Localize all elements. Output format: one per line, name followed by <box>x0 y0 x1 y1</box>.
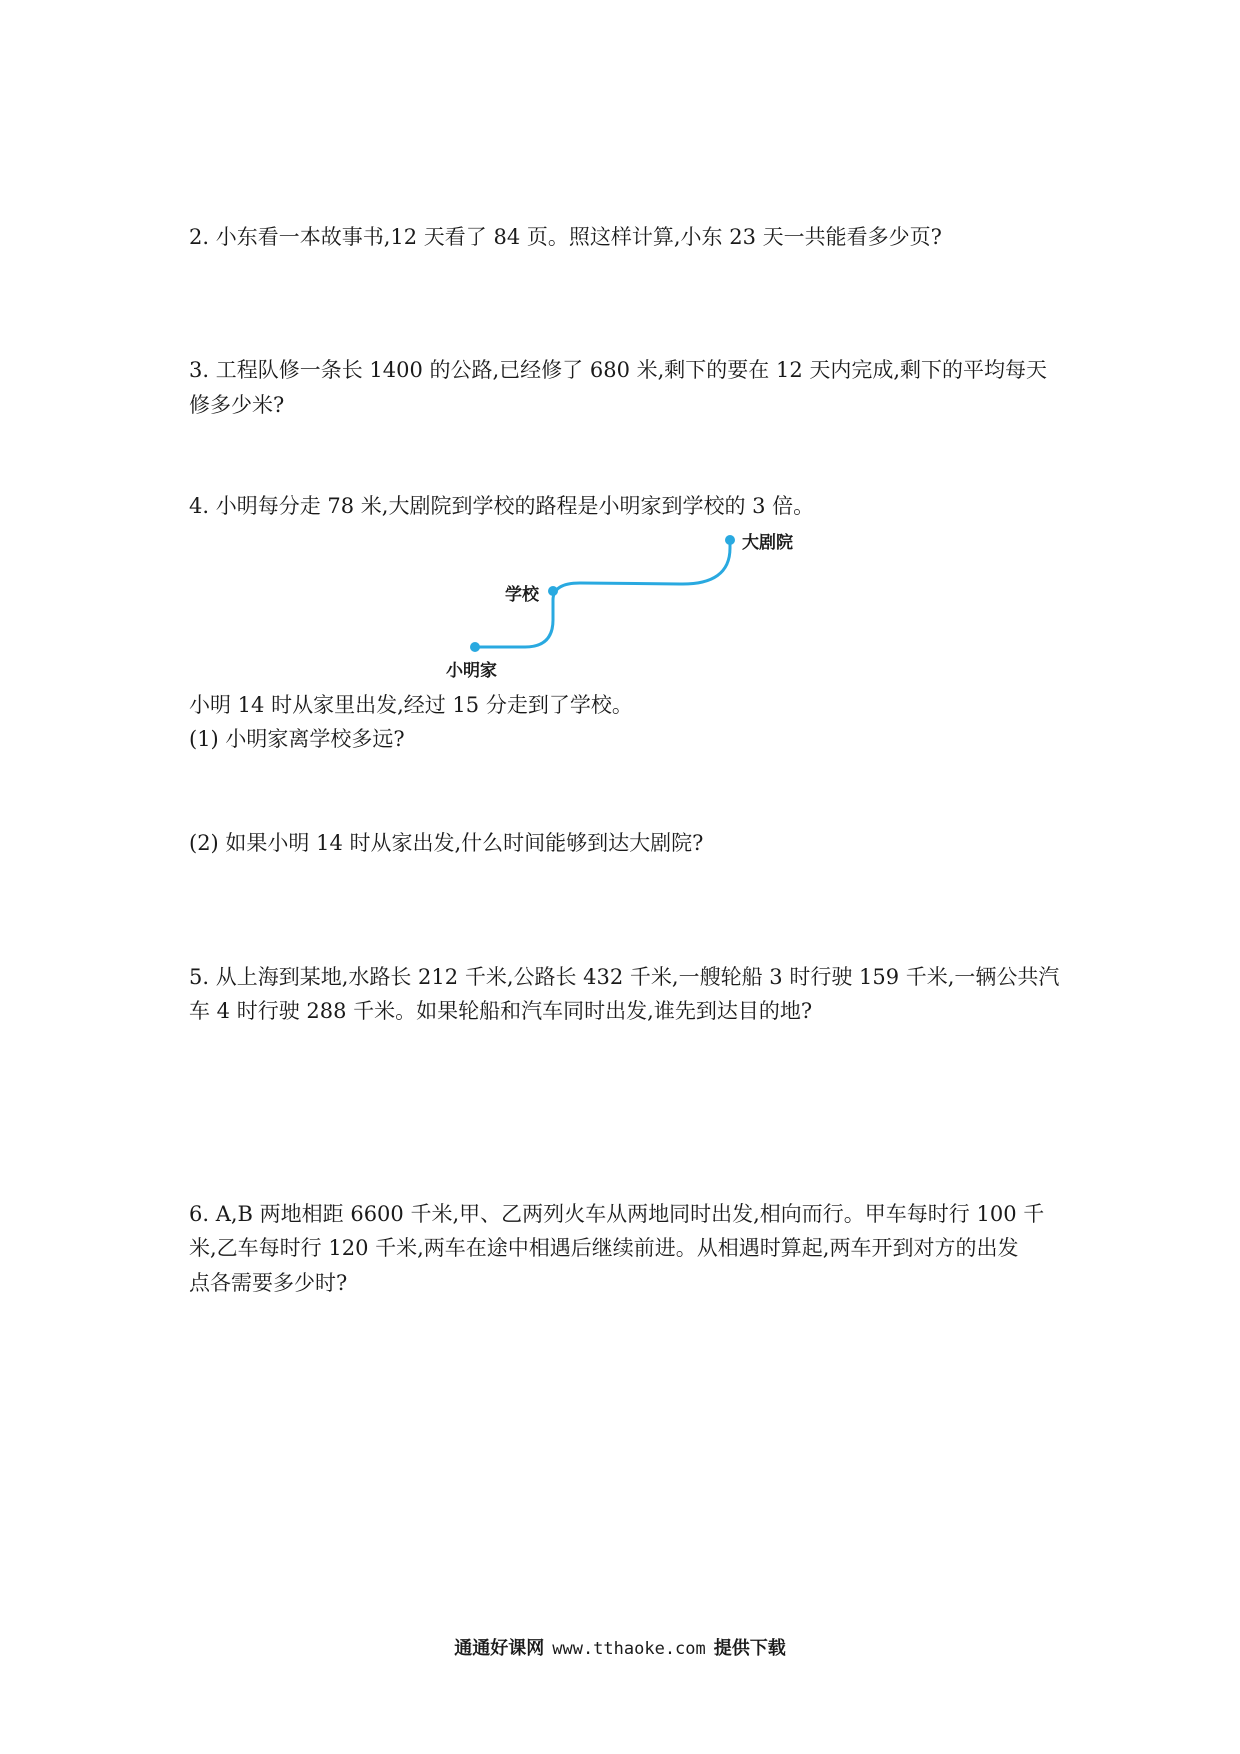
school-label: 学校 <box>505 585 539 605</box>
question-4-text-line2: 小明 14 时从家里出发,经过 15 分走到了学校。 <box>189 693 633 717</box>
question-5-text-line2: 车 4 时行驶 288 千米。如果轮船和汽车同时出发,谁先到达目的地? <box>189 999 813 1023</box>
home-label: 小明家 <box>446 661 497 681</box>
footer-suffix: 提供下载 <box>713 1638 786 1659</box>
question-6-text-line2: 米,乙车每时行 120 千米,两车在途中相遇后继续前进。从相遇时算起,两车开到对方的出发 <box>189 1236 1019 1260</box>
question-2-text: 2. 小东看一本故事书,12 天看了 84 页。照这样计算,小东 23 天一共能看多少页? <box>189 225 942 249</box>
route-map <box>430 520 830 680</box>
route-school-to-theater <box>580 540 730 584</box>
question-4-sub2: (2) 如果小明 14 时从家出发,什么时间能够到达大剧院? <box>189 831 704 855</box>
footer-site-name: 通通好课网 <box>454 1638 545 1659</box>
school-point <box>548 586 558 596</box>
home-point <box>470 642 480 652</box>
page-footer <box>0 1634 1240 1660</box>
theater-point <box>725 535 735 545</box>
question-3-text-line1: 3. 工程队修一条长 1400 的公路,已经修了 680 米,剩下的要在 12 天内完成,剩下的平均每天 <box>189 358 1048 382</box>
theater-label: 大剧院 <box>742 533 793 553</box>
question-6-text-line1: 6. A,B 两地相距 6600 千米,甲、乙两列火车从两地同时出发,相向而行。甲车每时行 100 千 <box>189 1202 1045 1226</box>
question-5-text-line1: 5. 从上海到某地,水路长 212 千米,公路长 432 千米,一艘轮船 3 时行驶 159 千米,一辆公共汽 <box>189 965 1060 989</box>
question-3-text-line2: 修多少米? <box>189 393 285 417</box>
question-4-sub1: (1) 小明家离学校多远? <box>189 727 405 751</box>
footer-url-link[interactable]: www.tthaoke.com <box>552 1639 706 1659</box>
question-4-text-line1: 4. 小明每分走 78 米,大剧院到学校的路程是小明家到学校的 3 倍。 <box>189 494 815 518</box>
question-6-text-line3: 点各需要多少时? <box>189 1271 348 1295</box>
